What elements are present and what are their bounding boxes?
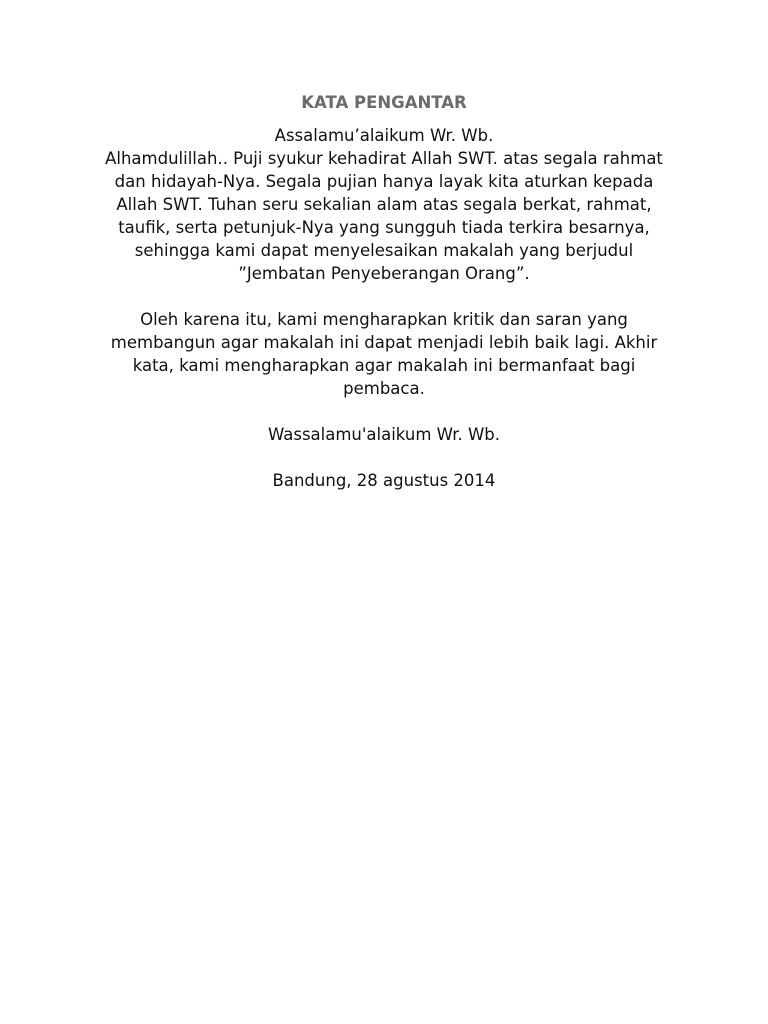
paragraph-opening (84, 147, 684, 285)
document-title: KATA PENGANTAR (301, 93, 467, 112)
paragraph-spacer (84, 285, 684, 308)
paragraph-closing-remarks (84, 308, 684, 400)
paragraph-line: taufik, serta petunjuk-Nya yang sungguh tiada terkira besarnya, (118, 218, 650, 237)
document-body (84, 91, 684, 492)
paragraph-line: Alhamdulillah.. Puji syukur kehadirat Allah SWT. atas segala rahmat (105, 149, 663, 168)
closing-salutation: Wassalamu'alaikum Wr. Wb. (267, 425, 500, 444)
paragraph-line: sehingga kami dapat menyelesaikan makalah yang berjudul (134, 241, 634, 260)
paragraph-line: Oleh karena itu, kami mengharapkan kritik dan saran yang (140, 310, 628, 329)
paragraph-spacer (84, 400, 684, 423)
paragraph-line: membangun agar makalah ini dapat menjadi lebih baik lagi. Akhir (110, 333, 658, 352)
place-date: Bandung, 28 agustus 2014 (272, 471, 496, 490)
paragraph-line: Allah SWT. Tuhan seru sekalian alam atas segala berkat, rahmat, (116, 195, 652, 214)
paragraph-line: ”Jembatan Penyeberangan Orang”. (238, 264, 530, 283)
paragraph-line: dan hidayah-Nya. Segala pujian hanya layak kita aturkan kepada (114, 172, 654, 191)
paragraph-spacer (84, 446, 684, 469)
paragraph-line: pembaca. (343, 379, 425, 398)
paragraph-line: kata, kami mengharapkan agar makalah ini bermanfaat bagi (132, 356, 636, 375)
greeting: Assalamu’alaikum Wr. Wb. (274, 126, 494, 145)
